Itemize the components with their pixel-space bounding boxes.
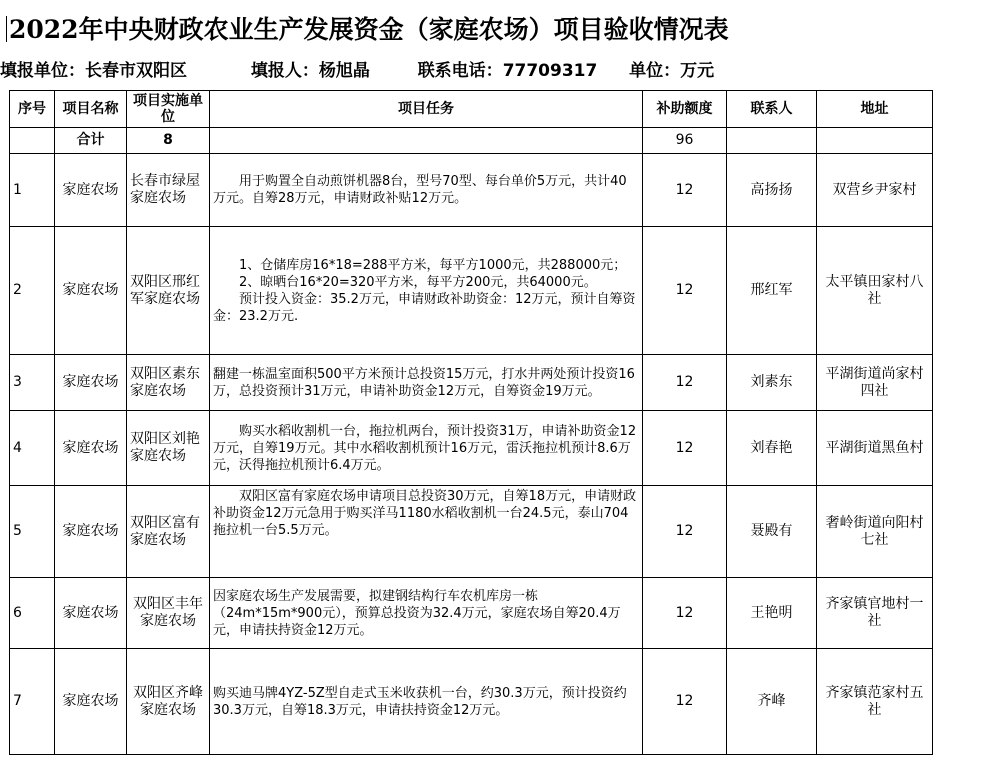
row-contact: 高扬扬 [727, 154, 817, 227]
row-seq: 5 [10, 486, 55, 578]
table-row [10, 355, 933, 411]
row-org: 双阳区丰年家庭农场 [127, 578, 210, 649]
task-line: 购买迪马牌4YZ-5Z型自走式玉米收获机一台，约30.3万元，预计投资约30.3万元，自筹18.3万元，申请扶持资金12万元。 [213, 685, 627, 718]
row-seq: 6 [10, 578, 55, 649]
header-seq: 序号 [10, 91, 55, 128]
table-row [10, 411, 933, 486]
row-amount: 12 [643, 154, 727, 227]
row-contact: 齐峰 [727, 649, 817, 755]
task-line: 购买水稻收割机一台，拖拉机两台，预计投资31万，申请补助资金12万元，自筹19万元。其中水稻收割机预计16万元，雷沃拖拉机预计8.6万元，沃得拖拉机预计6.4万元。 [213, 423, 637, 473]
task-line: 双阳区富有家庭农场申请项目总投资30万元，自筹18万元，申请财政补助资金12万元急用于购买洋马1180水稻收割机一台24.5元，泰山704拖拉机一台5.5万元。 [213, 489, 637, 538]
row-task [210, 227, 643, 355]
row-org: 双阳区邢红军家庭农场 [127, 227, 210, 355]
header-row [10, 91, 933, 128]
header-task: 项目任务 [210, 91, 643, 128]
task-line: 因家庭农场生产发展需要，拟建钢结构行车农机库房一栋（24m*15m*900元），预算总投资为32.4万元，家庭农场自筹20.4万元，申请扶持资金12万元。 [213, 588, 621, 638]
table-row [10, 154, 933, 227]
person-label: 填报人： [250, 61, 319, 81]
row-name: 家庭农场 [55, 154, 127, 227]
table-row [10, 486, 933, 578]
money-unit-label: 单位： [629, 61, 681, 81]
row-address: 齐家镇范家村五社 [817, 649, 933, 755]
row-task [210, 154, 643, 227]
row-address: 平湖街道尚家村四社 [817, 355, 933, 411]
row-seq: 2 [10, 227, 55, 355]
phone-label: 联系电话： [417, 61, 503, 81]
row-address: 双营乡尹家村 [817, 154, 933, 227]
row-task [210, 486, 643, 578]
total-row [10, 128, 933, 154]
row-org: 双阳区刘艳家庭农场 [127, 411, 210, 486]
task-line: 预计投入资金：35.2万元，申请财政补助资金：12万元，预计自筹资金：23.2万元. [213, 291, 636, 324]
row-seq: 3 [10, 355, 55, 411]
report-meta [0, 58, 714, 84]
total-label: 合计 [55, 128, 127, 154]
phone-value: 77709317 [502, 61, 598, 81]
header-contact: 联系人 [727, 91, 817, 128]
row-org: 双阳区富有家庭农场 [127, 486, 210, 578]
money-unit-value: 万元 [680, 61, 715, 81]
total-count: 8 [127, 128, 210, 154]
unit-value: 长春市双阳区 [85, 61, 187, 81]
row-task [210, 411, 643, 486]
row-name: 家庭农场 [55, 486, 127, 578]
row-amount: 12 [643, 649, 727, 755]
person-value: 杨旭晶 [318, 61, 370, 81]
row-name: 家庭农场 [55, 649, 127, 755]
row-contact: 刘素东 [727, 355, 817, 411]
row-org: 长春市绿屋家庭农场 [127, 154, 210, 227]
row-amount: 12 [643, 578, 727, 649]
table-row [10, 649, 933, 755]
row-task [210, 355, 643, 411]
acceptance-table [9, 90, 933, 755]
row-address: 平湖街道黑鱼村 [817, 411, 933, 486]
header-org: 项目实施单位 [127, 91, 210, 128]
header-address: 地址 [817, 91, 933, 128]
row-contact: 刘春艳 [727, 411, 817, 486]
row-amount: 12 [643, 411, 727, 486]
title-text: 2022年中央财政农业生产发展资金（家庭农场）项目验收情况表 [9, 15, 729, 44]
task-line: 2、晾晒台16*20=320平方米，每平方200元，共64000元。 [239, 274, 597, 290]
row-task [210, 649, 643, 755]
row-name: 家庭农场 [55, 227, 127, 355]
row-name: 家庭农场 [55, 578, 127, 649]
total-amount: 96 [643, 128, 727, 154]
row-contact: 邢红军 [727, 227, 817, 355]
row-org: 双阳区素东家庭农场 [127, 355, 210, 411]
header-name: 项目名称 [55, 91, 127, 128]
page-title [6, 10, 729, 50]
task-line: 用于购置全自动煎饼机器8台，型号70型、每台单价5万元，共计40万元。自筹28万元，申请财政补贴12万元。 [213, 174, 627, 206]
row-org: 双阳区齐峰家庭农场 [127, 649, 210, 755]
row-amount: 12 [643, 486, 727, 578]
header-amount: 补助额度 [643, 91, 727, 128]
row-address: 奢岭街道向阳村七社 [817, 486, 933, 578]
row-amount: 12 [643, 355, 727, 411]
table-row [10, 227, 933, 355]
row-name: 家庭农场 [55, 411, 127, 486]
row-contact: 王艳明 [727, 578, 817, 649]
row-address: 齐家镇官地村一社 [817, 578, 933, 649]
row-seq: 7 [10, 649, 55, 755]
row-name: 家庭农场 [55, 355, 127, 411]
task-line: 1、仓储库房16*18=288平方米，每平方1000元，共288000元； [239, 257, 627, 273]
row-address: 太平镇田家村八社 [817, 227, 933, 355]
row-task [210, 578, 643, 649]
table-row [10, 578, 933, 649]
text-cursor [6, 16, 7, 42]
row-seq: 1 [10, 154, 55, 227]
unit-label: 填报单位： [0, 61, 85, 81]
row-contact: 聂殿有 [727, 486, 817, 578]
row-seq: 4 [10, 411, 55, 486]
row-amount: 12 [643, 227, 727, 355]
task-line: 翻建一栋温室面积500平方米预计总投资15万元，打水井两处预计投资16万，总投资预计31万元，申请补助资金12万元，自筹资金19万元。 [213, 366, 635, 399]
